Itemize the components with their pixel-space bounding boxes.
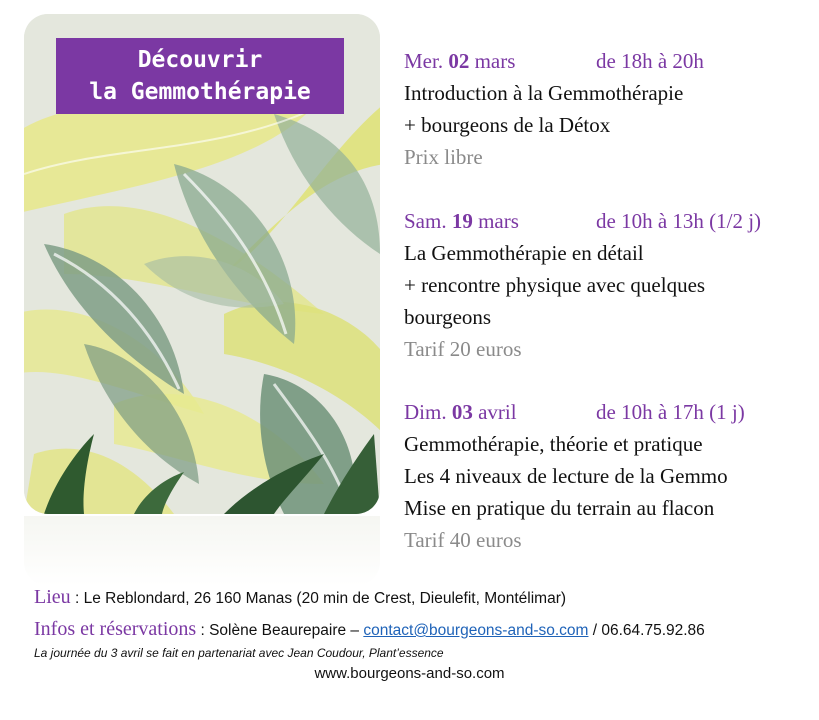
event-line: + bourgeons de la Détox: [404, 113, 611, 137]
event-time: de 18h à 20h: [596, 49, 704, 73]
event-line: Les 4 niveaux de lecture de la Gemmo: [404, 464, 728, 488]
email-link[interactable]: contact@bourgeons-and-so.com: [363, 622, 589, 639]
phone-number: / 06.64.75.92.86: [588, 622, 705, 639]
event-2: [404, 205, 814, 365]
website-url: www.bourgeons-and-so.com: [314, 665, 505, 682]
event-price: Prix libre: [404, 145, 483, 169]
event-line: bourgeons: [404, 305, 492, 329]
location-line: [34, 586, 566, 609]
event-line: La Gemmothérapie en détail: [404, 241, 644, 265]
event-date: Dim. 03 avril: [404, 400, 517, 424]
event-line: Mise en pratique du terrain au flacon: [404, 496, 715, 520]
event-line: Gemmothérapie, théorie et pratique: [404, 432, 703, 456]
event-price: Tarif 40 euros: [404, 528, 522, 552]
lieu-text: : Le Reblondard, 26 160 Manas (20 min de Crest, Dieulefit, Montélimar): [70, 590, 567, 607]
artwork-reflection: [24, 516, 380, 586]
event-date: Mer. 02 mars: [404, 49, 516, 73]
event-line: Introduction à la Gemmothérapie: [404, 81, 684, 105]
lieu-label: Lieu: [34, 586, 71, 608]
poster-title: [56, 38, 344, 114]
event-1: [404, 45, 814, 173]
event-line: + rencontre physique avec quelques: [404, 273, 706, 297]
title-line-1: Découvrir: [137, 47, 263, 73]
event-time: de 10h à 17h (1 j): [596, 400, 745, 424]
infos-text: : Solène Beaurepaire –: [196, 622, 364, 639]
event-header: [404, 396, 814, 428]
event-header: [404, 45, 814, 77]
infos-label: Infos et réservations: [34, 618, 197, 640]
event-header: [404, 205, 814, 237]
partnership-note: La journée du 3 avril se fait en partenariat avec Jean Coudour, Plant’essence: [34, 646, 444, 660]
event-3: [404, 396, 814, 556]
contact-line: [34, 618, 705, 641]
event-date: Sam. 19 mars: [404, 209, 519, 233]
event-time: de 10h à 13h (1/2 j): [596, 209, 762, 233]
title-line-2: la Gemmothérapie: [89, 79, 311, 105]
event-price: Tarif 20 euros: [404, 337, 522, 361]
